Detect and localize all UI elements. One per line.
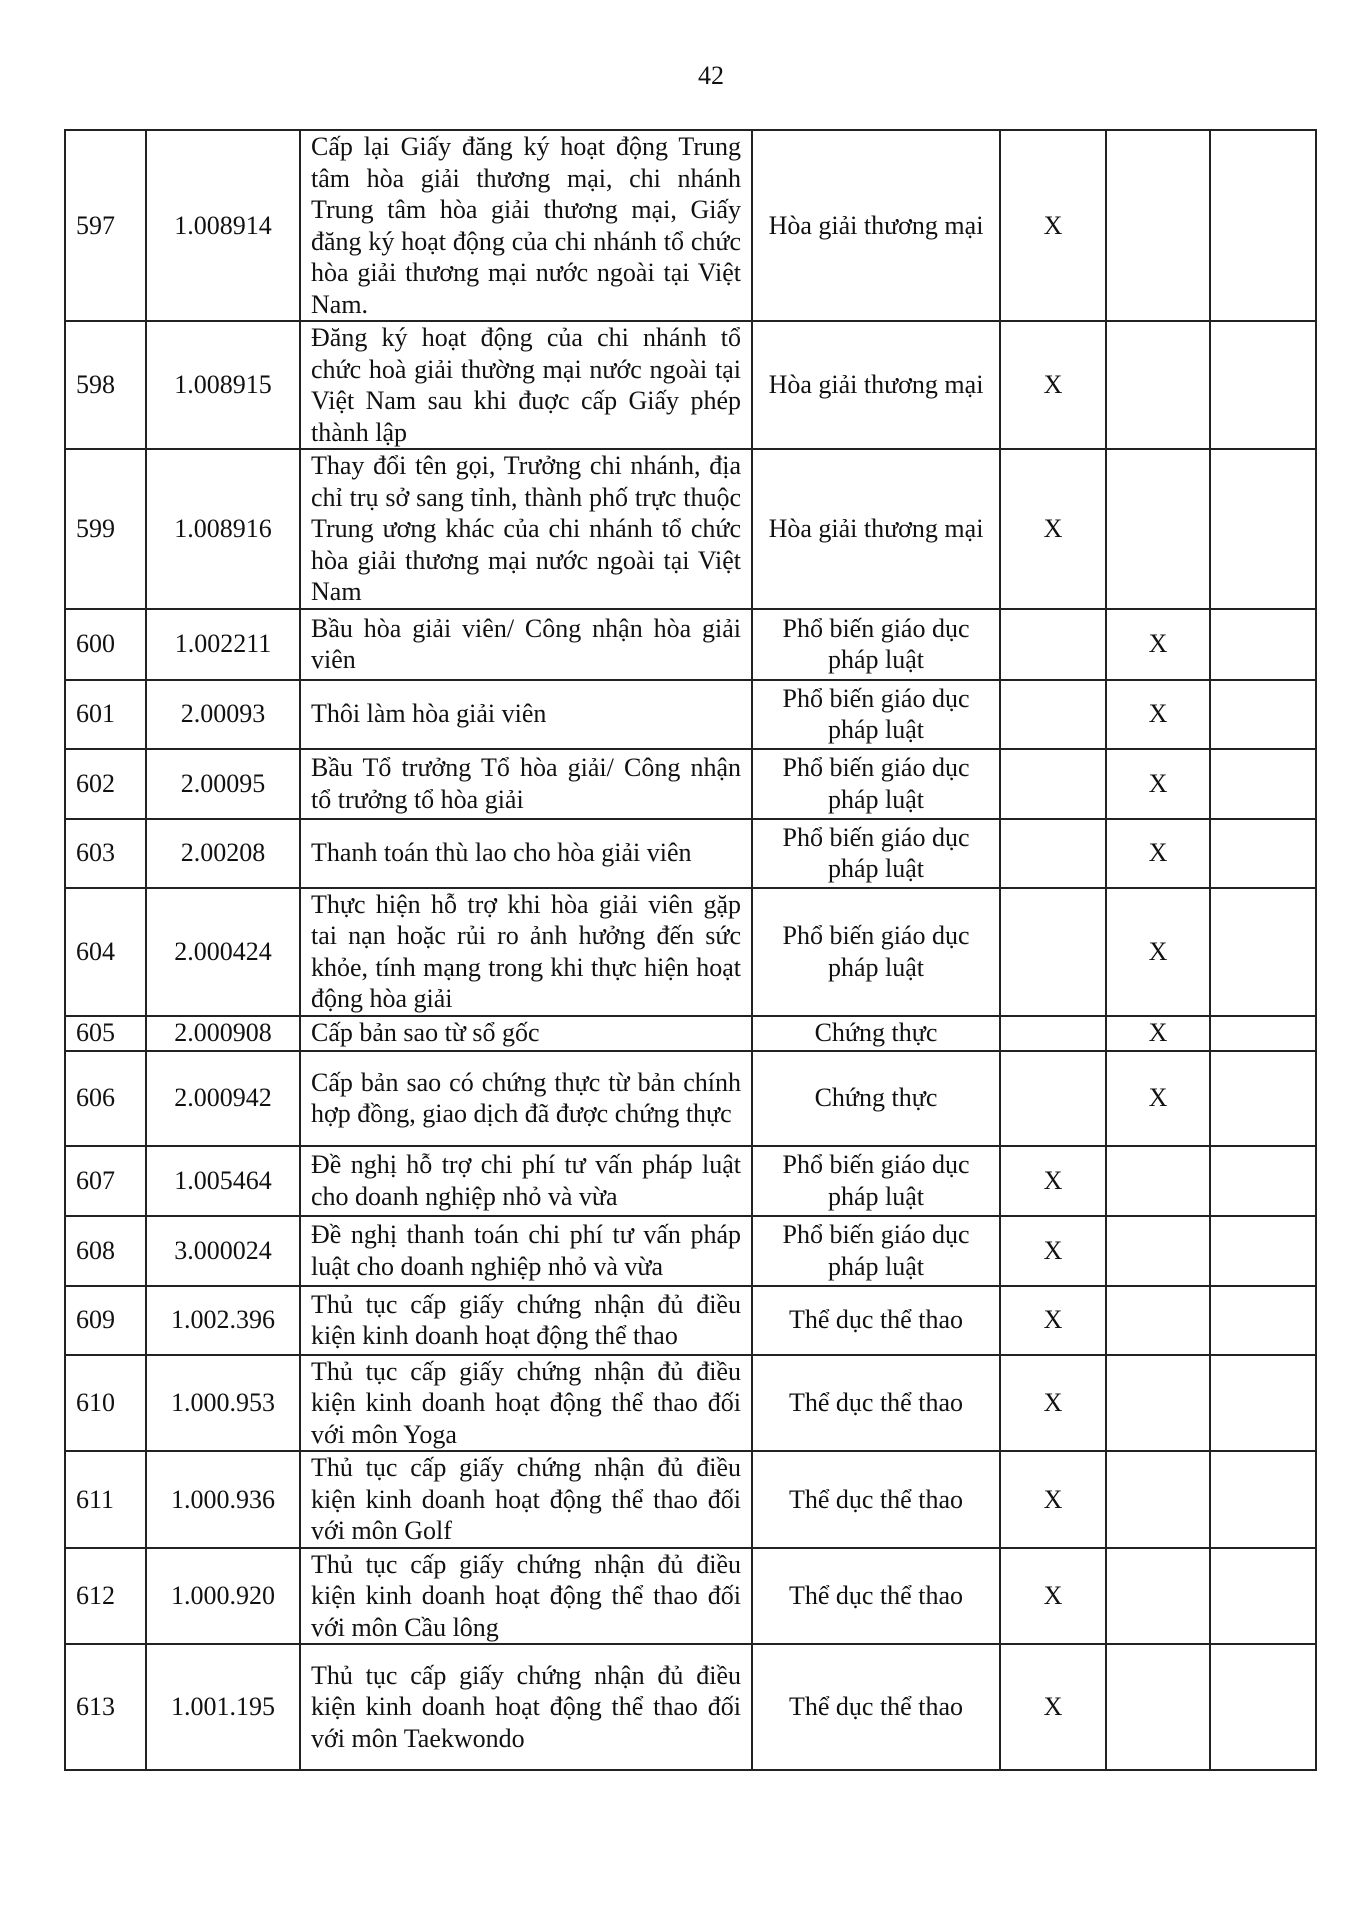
level-2-mark-text: X xyxy=(1148,936,1168,966)
field-cell xyxy=(752,1355,1000,1452)
procedure-code-cell xyxy=(146,130,300,321)
level-1-mark-cell xyxy=(1000,609,1106,680)
procedure-name-text: Bầu hòa giải viên/ Công nhận hòa giải viên xyxy=(311,613,741,674)
row-number-text: 612 xyxy=(76,1581,115,1610)
level-2-mark-text: X xyxy=(1148,838,1168,868)
level-2-mark-cell xyxy=(1106,1644,1210,1770)
procedure-code-text: 1.005464 xyxy=(174,1165,272,1195)
table-row xyxy=(65,1644,1316,1770)
level-1-mark-cell xyxy=(1000,1548,1106,1645)
procedure-code-cell xyxy=(146,609,300,680)
level-1-mark-cell xyxy=(1000,680,1106,749)
procedure-name-text: Cấp bản sao có chứng thực từ bản chính hợp đồng, giao dịch đã được chứng thực xyxy=(311,1067,741,1128)
level-1-mark-cell xyxy=(1000,1051,1106,1146)
procedure-code-cell xyxy=(146,449,300,609)
procedure-code-text: 2.00093 xyxy=(180,699,266,729)
level-3-mark-cell xyxy=(1210,1355,1316,1452)
procedure-name-cell xyxy=(300,1355,752,1452)
row-number-cell xyxy=(65,321,146,449)
level-3-mark-cell xyxy=(1210,321,1316,449)
row-number-text: 613 xyxy=(76,1692,115,1722)
level-2-mark-cell xyxy=(1106,1016,1210,1051)
row-number-cell xyxy=(65,449,146,609)
field-cell xyxy=(752,130,1000,321)
table-row xyxy=(65,1451,1316,1548)
procedure-name-text: Thủ tục cấp giấy chứng nhận đủ điều kiện kinh doanh hoạt động thể thao đối với môn Taekwondo xyxy=(311,1660,741,1753)
level-3-mark-cell xyxy=(1210,1286,1316,1355)
level-3-mark-cell xyxy=(1210,819,1316,888)
table-row xyxy=(65,1051,1316,1146)
level-2-mark-cell xyxy=(1106,1146,1210,1216)
field-cell xyxy=(752,609,1000,680)
row-number-cell xyxy=(65,1644,146,1770)
procedure-name-cell xyxy=(300,1146,752,1216)
field-text: Hòa giải thương mại xyxy=(768,210,984,240)
field-text: Phổ biến giáo dục pháp luật xyxy=(782,1220,970,1281)
procedure-name-cell xyxy=(300,449,752,609)
level-1-mark-text: X xyxy=(1043,1165,1063,1195)
table-row xyxy=(65,130,1316,321)
row-number-text: 601 xyxy=(76,699,115,729)
procedure-code-cell xyxy=(146,321,300,449)
level-1-mark-text: X xyxy=(1043,1581,1063,1610)
procedure-code-cell xyxy=(146,680,300,749)
row-number-text: 605 xyxy=(76,1018,115,1048)
level-2-mark-cell xyxy=(1106,888,1210,1016)
level-3-mark-cell xyxy=(1210,1216,1316,1286)
procedure-code-text: 2.000908 xyxy=(174,1018,272,1048)
row-number-text: 599 xyxy=(76,514,115,543)
field-cell xyxy=(752,1216,1000,1286)
procedure-name-cell xyxy=(300,1051,752,1146)
level-3-mark-cell xyxy=(1210,1146,1316,1216)
level-2-mark-text: X xyxy=(1148,699,1168,729)
level-1-mark-cell xyxy=(1000,888,1106,1016)
field-cell xyxy=(752,1286,1000,1355)
field-text: Phổ biến giáo dục pháp luật xyxy=(782,1150,970,1211)
procedure-name-cell xyxy=(300,1286,752,1355)
level-1-mark-cell xyxy=(1000,321,1106,449)
level-2-mark-cell xyxy=(1106,1548,1210,1645)
level-2-mark-cell xyxy=(1106,321,1210,449)
procedure-name-cell xyxy=(300,130,752,321)
procedure-name-text: Thực hiện hỗ trợ khi hòa giải viên gặp tai nạn hoặc rủi ro ảnh hưởng đến sức khỏe, tính mạng trong khi thực hiện hoạt động hòa giải xyxy=(311,889,741,1013)
procedure-code-text: 1.002.396 xyxy=(171,1305,275,1335)
procedure-name-cell xyxy=(300,1548,752,1645)
row-number-cell xyxy=(65,680,146,749)
procedure-code-text: 1.002211 xyxy=(174,629,272,659)
level-1-mark-text: X xyxy=(1043,1692,1063,1722)
level-2-mark-cell xyxy=(1106,130,1210,321)
row-number-cell xyxy=(65,1548,146,1645)
level-3-mark-cell xyxy=(1210,449,1316,609)
procedure-name-cell xyxy=(300,609,752,680)
row-number-text: 602 xyxy=(76,768,115,798)
procedure-name-text: Đăng ký hoạt động của chi nhánh tổ chức hoà giải thường mại nước ngoài tại Việt Nam sau khi đuợc cấp Giấy phép thành lập xyxy=(311,323,741,447)
level-3-mark-cell xyxy=(1210,1016,1316,1051)
procedure-code-text: 2.000424 xyxy=(174,936,272,966)
procedure-name-cell xyxy=(300,749,752,819)
field-cell xyxy=(752,1451,1000,1548)
row-number-cell xyxy=(65,819,146,888)
procedure-code-cell xyxy=(146,819,300,888)
procedure-name-text: Thủ tục cấp giấy chứng nhận đủ điều kiện kinh doanh hoạt động thể thao xyxy=(311,1289,741,1350)
level-2-mark-text: X xyxy=(1148,1018,1168,1048)
procedure-name-text: Thanh toán thù lao cho hòa giải viên xyxy=(311,838,692,868)
level-1-mark-cell xyxy=(1000,1016,1106,1051)
field-text: Chứng thực xyxy=(814,1083,938,1113)
table-row xyxy=(65,1355,1316,1452)
field-text: Phổ biến giáo dục pháp luật xyxy=(782,921,970,982)
procedure-code-text: 3.000024 xyxy=(174,1235,272,1265)
row-number-text: 600 xyxy=(76,629,115,659)
procedure-code-cell xyxy=(146,1216,300,1286)
row-number-cell xyxy=(65,1146,146,1216)
procedures-table-body xyxy=(65,130,1316,1770)
table-row xyxy=(65,1216,1316,1286)
procedure-code-text: 2.00208 xyxy=(180,838,266,868)
level-1-mark-cell xyxy=(1000,1286,1106,1355)
level-2-mark-text: X xyxy=(1148,1083,1168,1113)
level-2-mark-cell xyxy=(1106,749,1210,819)
field-cell xyxy=(752,321,1000,449)
level-1-mark-cell xyxy=(1000,130,1106,321)
level-2-mark-cell xyxy=(1106,819,1210,888)
field-text: Hòa giải thương mại xyxy=(768,514,984,543)
row-number-text: 609 xyxy=(76,1305,115,1335)
procedure-code-text: 1.000.953 xyxy=(171,1388,275,1417)
procedure-name-text: Đề nghị thanh toán chi phí tư vấn pháp luật cho doanh nghiệp nhỏ và vừa xyxy=(311,1220,741,1281)
level-1-mark-cell xyxy=(1000,749,1106,819)
procedure-code-cell xyxy=(146,888,300,1016)
field-text: Thể dục thể thao xyxy=(789,1692,963,1722)
table-row xyxy=(65,888,1316,1016)
level-3-mark-cell xyxy=(1210,680,1316,749)
field-text: Thể dục thể thao xyxy=(789,1484,963,1514)
level-1-mark-cell xyxy=(1000,449,1106,609)
table-row xyxy=(65,1146,1316,1216)
procedure-name-text: Thủ tục cấp giấy chứng nhận đủ điều kiện kinh doanh hoạt động thể thao đối với môn Yoga xyxy=(311,1356,741,1449)
table-row xyxy=(65,680,1316,749)
field-cell xyxy=(752,888,1000,1016)
procedure-code-cell xyxy=(146,749,300,819)
field-text: Hòa giải thương mại xyxy=(768,370,984,400)
table-row xyxy=(65,1286,1316,1355)
procedure-name-cell xyxy=(300,819,752,888)
procedure-name-text: Thủ tục cấp giấy chứng nhận đủ điều kiện kinh doanh hoạt động thể thao đối với môn Golf xyxy=(311,1453,741,1545)
table-row xyxy=(65,749,1316,819)
field-text: Phổ biến giáo dục pháp luật xyxy=(782,613,970,674)
field-text: Thể dục thể thao xyxy=(789,1581,963,1610)
level-2-mark-cell xyxy=(1106,1451,1210,1548)
procedure-name-text: Cấp bản sao từ sổ gốc xyxy=(311,1018,540,1048)
procedure-name-cell xyxy=(300,1644,752,1770)
field-text: Chứng thực xyxy=(814,1018,938,1048)
level-3-mark-cell xyxy=(1210,130,1316,321)
level-2-mark-text: X xyxy=(1148,629,1168,659)
level-2-mark-cell xyxy=(1106,1286,1210,1355)
row-number-text: 604 xyxy=(76,936,115,966)
row-number-text: 598 xyxy=(76,370,115,400)
field-text: Phổ biến giáo dục pháp luật xyxy=(782,753,970,814)
row-number-text: 610 xyxy=(76,1388,115,1417)
procedure-name-cell xyxy=(300,888,752,1016)
field-text: Thể dục thể thao xyxy=(789,1305,963,1335)
row-number-cell xyxy=(65,1451,146,1548)
table-row xyxy=(65,1548,1316,1645)
field-cell xyxy=(752,1146,1000,1216)
row-number-cell xyxy=(65,749,146,819)
procedure-name-text: Thôi làm hòa giải viên xyxy=(311,699,547,729)
field-cell xyxy=(752,449,1000,609)
level-1-mark-text: X xyxy=(1043,1235,1063,1265)
field-cell xyxy=(752,1644,1000,1770)
row-number-cell xyxy=(65,1216,146,1286)
procedure-name-text: Đề nghị hỗ trợ chi phí tư vấn pháp luật cho doanh nghiệp nhỏ và vừa xyxy=(311,1150,741,1211)
page-number: 42 xyxy=(698,61,724,90)
level-1-mark-text: X xyxy=(1043,210,1063,240)
row-number-text: 606 xyxy=(76,1083,115,1113)
procedure-code-text: 1.008916 xyxy=(174,514,272,543)
table-row xyxy=(65,449,1316,609)
procedure-name-cell xyxy=(300,321,752,449)
procedure-code-text: 2.00095 xyxy=(180,768,266,798)
field-text: Phổ biến giáo dục pháp luật xyxy=(782,822,970,883)
procedure-code-text: 2.000942 xyxy=(174,1083,272,1113)
procedure-code-cell xyxy=(146,1644,300,1770)
procedure-code-text: 1.008915 xyxy=(174,370,272,400)
row-number-cell xyxy=(65,1286,146,1355)
table-row xyxy=(65,819,1316,888)
procedure-code-cell xyxy=(146,1286,300,1355)
procedure-code-cell xyxy=(146,1548,300,1645)
procedure-code-cell xyxy=(146,1451,300,1548)
procedure-code-text: 1.000.920 xyxy=(171,1581,275,1610)
procedure-code-text: 1.000.936 xyxy=(171,1484,275,1514)
procedure-name-cell xyxy=(300,1216,752,1286)
table-row xyxy=(65,321,1316,449)
row-number-cell xyxy=(65,1355,146,1452)
row-number-cell xyxy=(65,609,146,680)
level-3-mark-cell xyxy=(1210,749,1316,819)
level-2-mark-cell xyxy=(1106,680,1210,749)
row-number-text: 608 xyxy=(76,1235,115,1265)
table-row xyxy=(65,609,1316,680)
level-1-mark-text: X xyxy=(1043,370,1063,400)
procedure-code-cell xyxy=(146,1016,300,1051)
field-cell xyxy=(752,1016,1000,1051)
level-2-mark-cell xyxy=(1106,609,1210,680)
field-cell xyxy=(752,749,1000,819)
procedure-name-cell xyxy=(300,680,752,749)
row-number-text: 603 xyxy=(76,838,115,868)
level-3-mark-cell xyxy=(1210,888,1316,1016)
table-row xyxy=(65,1016,1316,1051)
level-1-mark-cell xyxy=(1000,1355,1106,1452)
level-2-mark-cell xyxy=(1106,1355,1210,1452)
procedure-code-cell xyxy=(146,1355,300,1452)
field-text: Phổ biến giáo dục pháp luật xyxy=(782,683,970,744)
row-number-cell xyxy=(65,130,146,321)
level-2-mark-cell xyxy=(1106,449,1210,609)
procedure-code-cell xyxy=(146,1146,300,1216)
field-cell xyxy=(752,1051,1000,1146)
row-number-text: 607 xyxy=(76,1165,115,1195)
row-number-text: 597 xyxy=(76,210,115,240)
field-text: Thể dục thể thao xyxy=(789,1388,963,1417)
level-1-mark-text: X xyxy=(1043,514,1063,543)
procedure-name-text: Thay đổi tên gọi, Trưởng chi nhánh, địa chỉ trụ sở sang tỉnh, thành phố trực thuộc Trung ương khác của chi nhánh tổ chức hòa giải thương mại nước ngoài tại Việt Nam xyxy=(311,451,741,606)
row-number-cell xyxy=(65,1051,146,1146)
level-1-mark-cell xyxy=(1000,1216,1106,1286)
procedure-name-text: Thủ tục cấp giấy chứng nhận đủ điều kiện kinh doanh hoạt động thể thao đối với môn Cầu lông xyxy=(311,1549,741,1642)
level-3-mark-cell xyxy=(1210,1051,1316,1146)
level-1-mark-cell xyxy=(1000,1644,1106,1770)
procedure-code-text: 1.008914 xyxy=(174,210,272,240)
field-cell xyxy=(752,1548,1000,1645)
procedures-table xyxy=(64,129,1317,1771)
level-2-mark-cell xyxy=(1106,1216,1210,1286)
row-number-cell xyxy=(65,1016,146,1051)
level-1-mark-cell xyxy=(1000,1146,1106,1216)
level-1-mark-text: X xyxy=(1043,1388,1063,1417)
level-3-mark-cell xyxy=(1210,609,1316,680)
field-cell xyxy=(752,680,1000,749)
row-number-text: 611 xyxy=(76,1484,115,1514)
level-3-mark-cell xyxy=(1210,1548,1316,1645)
procedure-name-cell xyxy=(300,1016,752,1051)
procedure-name-cell xyxy=(300,1451,752,1548)
procedure-code-text: 1.001.195 xyxy=(171,1692,275,1722)
level-1-mark-cell xyxy=(1000,1451,1106,1548)
field-cell xyxy=(752,819,1000,888)
procedure-code-cell xyxy=(146,1051,300,1146)
procedure-name-text: Cấp lại Giấy đăng ký hoạt động Trung tâm hòa giải thương mại, chi nhánh Trung tâm hòa giải thương mại, Giấy đăng ký hoạt động của chi nhánh tổ chức hòa giải thương mại nước ngoài tại Việt Nam. xyxy=(311,132,741,319)
level-1-mark-text: X xyxy=(1043,1484,1063,1514)
level-3-mark-cell xyxy=(1210,1451,1316,1548)
level-3-mark-cell xyxy=(1210,1644,1316,1770)
level-1-mark-cell xyxy=(1000,819,1106,888)
level-2-mark-cell xyxy=(1106,1051,1210,1146)
level-1-mark-text: X xyxy=(1043,1305,1063,1335)
row-number-cell xyxy=(65,888,146,1016)
level-2-mark-text: X xyxy=(1148,768,1168,798)
procedure-name-text: Bầu Tổ trưởng Tổ hòa giải/ Công nhận tổ trưởng tổ hòa giải xyxy=(311,753,741,814)
